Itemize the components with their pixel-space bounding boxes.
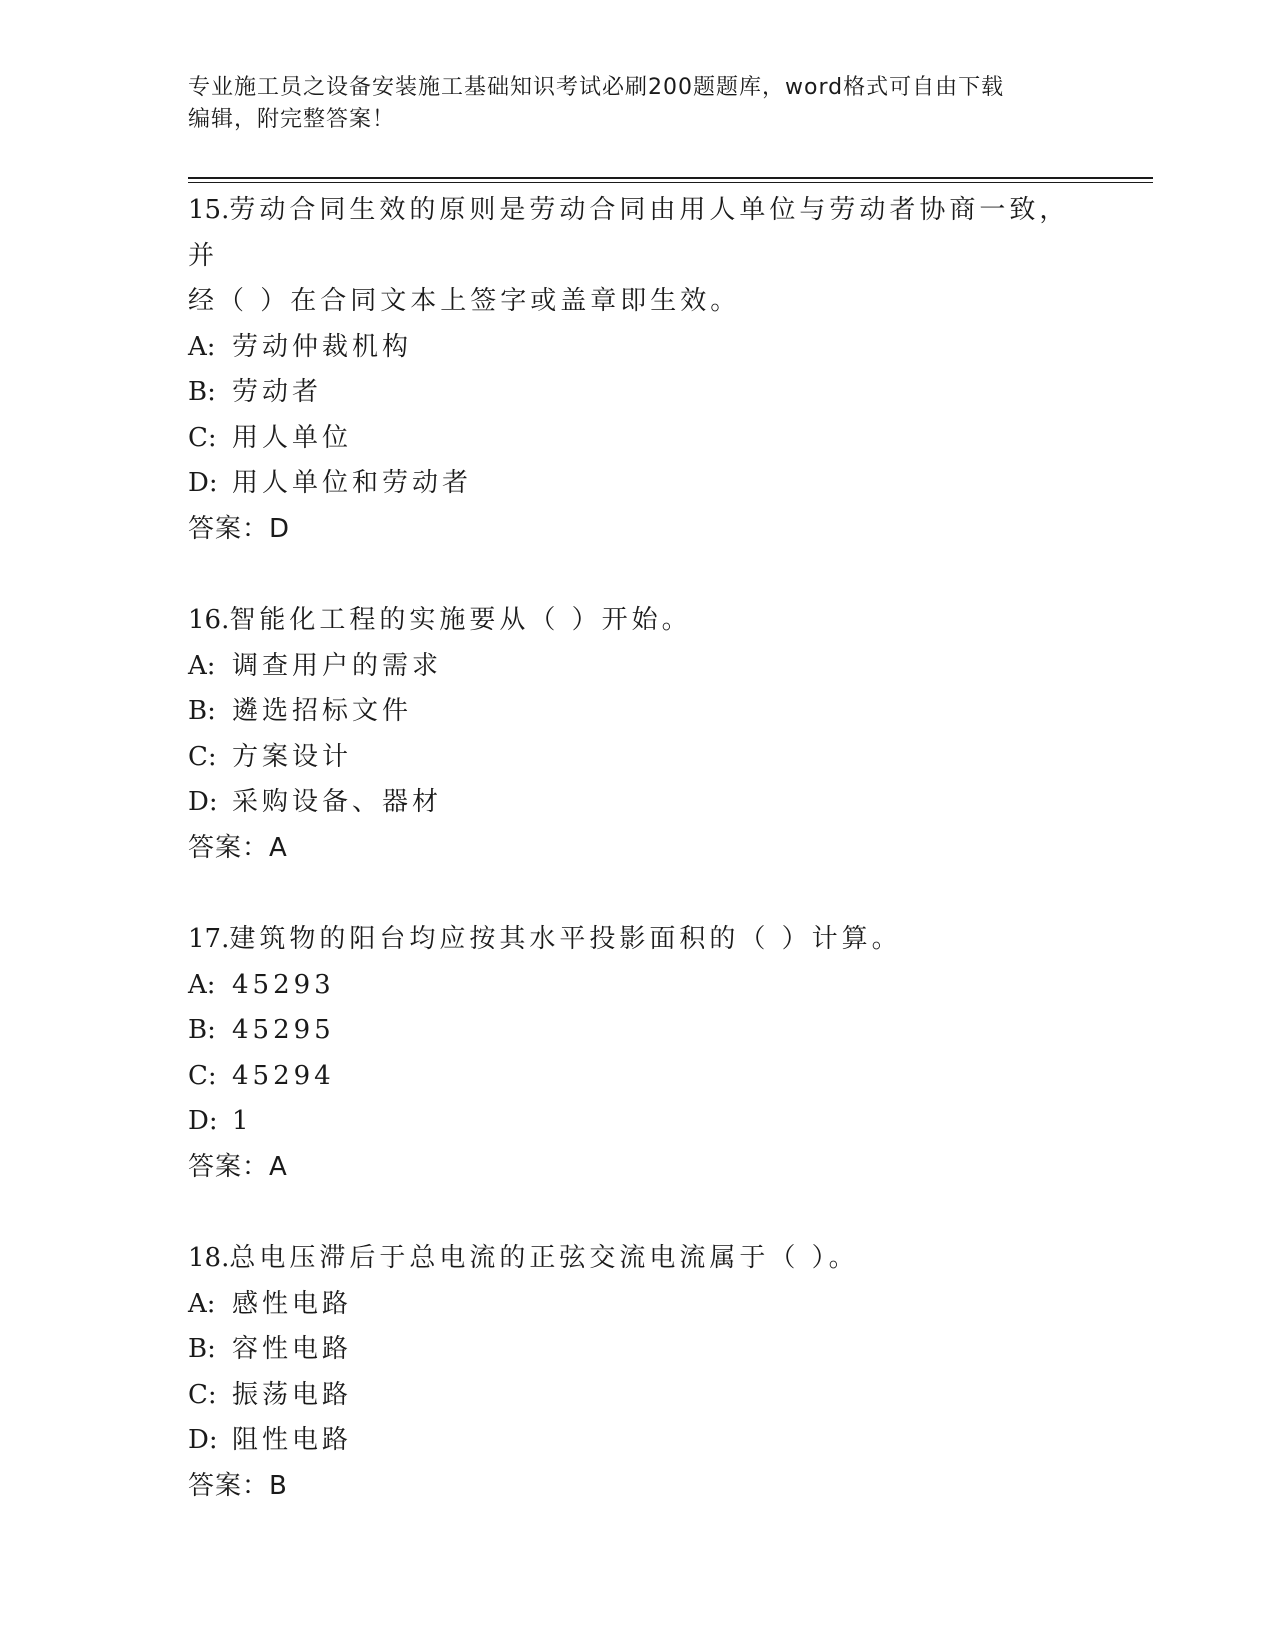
option-a — [188, 325, 1088, 371]
option-key: B: — [188, 1334, 216, 1364]
option-key: C: — [188, 1060, 217, 1091]
option-key: A: — [188, 969, 216, 1000]
option-key: C: — [188, 422, 217, 453]
option-d — [188, 780, 1088, 826]
option-key: D: — [188, 1106, 218, 1136]
option-key: D: — [188, 1425, 218, 1455]
question-stem — [188, 188, 1088, 279]
option-text: 用人单位 — [232, 422, 353, 453]
option-key: A: — [188, 650, 216, 681]
option-key: C: — [188, 741, 217, 772]
option-key: D: — [188, 468, 218, 498]
option-d — [188, 461, 1088, 507]
option-d — [188, 1418, 1088, 1464]
option-a — [188, 963, 1088, 1009]
answer-line: 答案：B — [188, 1470, 288, 1501]
question-stem-continued: 经（ ）在合同文本上签字或盖章即生效。 — [188, 286, 741, 316]
header-divider-thin — [188, 182, 1153, 183]
option-text: 阻性电路 — [232, 1425, 353, 1455]
question-number: 17. — [188, 924, 230, 954]
header-divider-thick — [188, 177, 1153, 179]
option-key: C: — [188, 1379, 217, 1410]
answer-line: 答案：A — [188, 832, 288, 863]
question-stem — [188, 1236, 1088, 1282]
question-16 — [188, 598, 1088, 871]
option-a — [188, 1282, 1088, 1328]
option-key: A: — [188, 331, 216, 362]
option-text: 45295 — [232, 1015, 335, 1045]
option-c — [188, 1054, 1088, 1100]
document-header — [188, 72, 1068, 136]
question-number: 18. — [188, 1243, 230, 1273]
option-text: 劳动者 — [232, 377, 323, 407]
option-b — [188, 1327, 1088, 1373]
question-15 — [188, 188, 1088, 552]
option-b — [188, 370, 1088, 416]
question-stem — [188, 598, 1088, 644]
question-18 — [188, 1236, 1088, 1509]
question-number: 16. — [188, 605, 230, 635]
question-number: 15. — [188, 195, 230, 225]
question-text: 建筑物的阳台均应按其水平投影面积的（ ）计算。 — [229, 924, 902, 954]
answer-line: 答案：D — [188, 513, 291, 544]
question-stem — [188, 917, 1088, 963]
option-key: B: — [188, 696, 216, 726]
question-text: 总电压滞后于总电流的正弦交流电流属于（ ）。 — [229, 1243, 859, 1273]
option-c — [188, 1373, 1088, 1419]
option-text: 遴选招标文件 — [232, 696, 413, 726]
option-text: 用人单位和劳动者 — [232, 468, 473, 498]
option-text: 方案设计 — [232, 741, 353, 772]
option-text: 采购设备、器材 — [232, 787, 443, 817]
option-a — [188, 644, 1088, 690]
answer-line: 答案：A — [188, 1151, 288, 1182]
option-key: D: — [188, 787, 218, 817]
question-list — [188, 188, 1088, 1555]
option-key: B: — [188, 1015, 216, 1045]
option-key: B: — [188, 377, 216, 407]
option-c — [188, 416, 1088, 462]
header-line-1: 专业施工员之设备安装施工基础知识考试必刷200题题库，word格式可自由下载 — [188, 75, 1005, 100]
option-text: 感性电路 — [232, 1288, 353, 1319]
option-text: 45294 — [232, 1060, 335, 1091]
option-text: 45293 — [232, 969, 335, 1000]
option-d — [188, 1099, 1088, 1145]
option-b — [188, 689, 1088, 735]
question-text: 智能化工程的实施要从（ ）开始。 — [229, 605, 692, 635]
option-key: A: — [188, 1288, 216, 1319]
header-line-2: 编辑，附完整答案！ — [188, 107, 396, 132]
option-text: 1 — [232, 1106, 253, 1136]
option-b — [188, 1008, 1088, 1054]
question-17 — [188, 917, 1088, 1190]
option-text: 振荡电路 — [232, 1379, 353, 1410]
option-c — [188, 735, 1088, 781]
question-text: 劳动合同生效的原则是劳动合同由用人单位与劳动者协商一致，并 — [188, 195, 1070, 271]
option-text: 调查用户的需求 — [232, 650, 443, 681]
option-text: 容性电路 — [232, 1334, 353, 1364]
option-text: 劳动仲裁机构 — [232, 331, 413, 362]
